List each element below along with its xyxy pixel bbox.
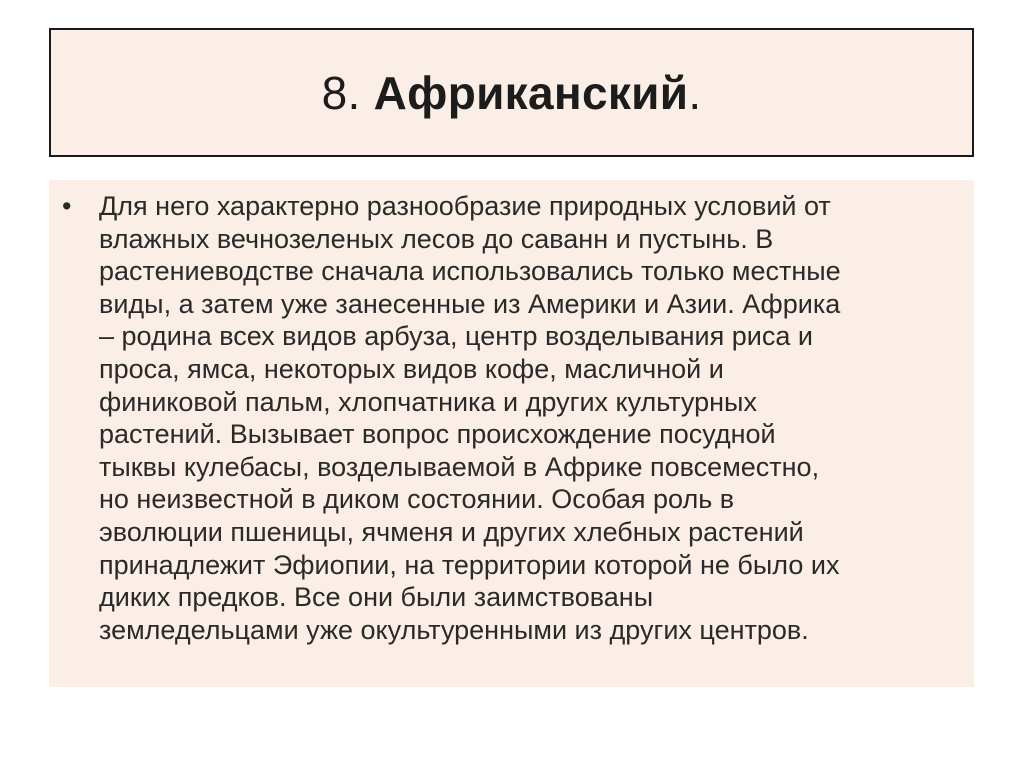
text-line: влажных вечнозеленых лесов до саванн и пустынь. В — [99, 223, 774, 254]
text-line: тыквы кулебасы, возделываемой в Африке повсеместно, — [99, 451, 820, 482]
text-line: эволюции пшеницы, ячменя и других хлебных растений — [99, 516, 804, 547]
text-line: растений. Вызывает вопрос происхождение посудной — [99, 419, 776, 450]
title-box — [49, 28, 974, 157]
text-line: проса, ямса, некоторых видов кофе, масличной и — [99, 353, 724, 384]
title-text: Африканский — [373, 66, 689, 119]
text-line: Для него характерно разнообразие природных условий от — [99, 191, 831, 221]
title-number: 8. — [321, 66, 361, 119]
text-line: но неизвестной в диком состоянии. Особая роль в — [99, 484, 735, 515]
text-line: финиковой пальм, хлопчатника и других культурных — [99, 386, 757, 417]
text-line: земледельцами уже окультуренными из других центров. — [99, 614, 809, 645]
text-line: – родина всех видов арбуза, центр возделывания риса и — [99, 321, 813, 352]
bullet-icon: • — [62, 191, 72, 221]
content-box — [49, 180, 974, 687]
text-line: принадлежит Эфиопии, на территории которой не было их — [99, 549, 840, 580]
title-trailing-period: . — [688, 66, 702, 119]
text-line: диких предков. Все они были заимствованы — [99, 582, 654, 613]
text-line: виды, а затем уже занесенные из Америки и Азии. Африка — [99, 288, 841, 319]
text-line: растениеводстве сначала использовались только местные — [99, 256, 841, 287]
bullet-text — [99, 190, 969, 646]
slide-title — [322, 66, 702, 120]
